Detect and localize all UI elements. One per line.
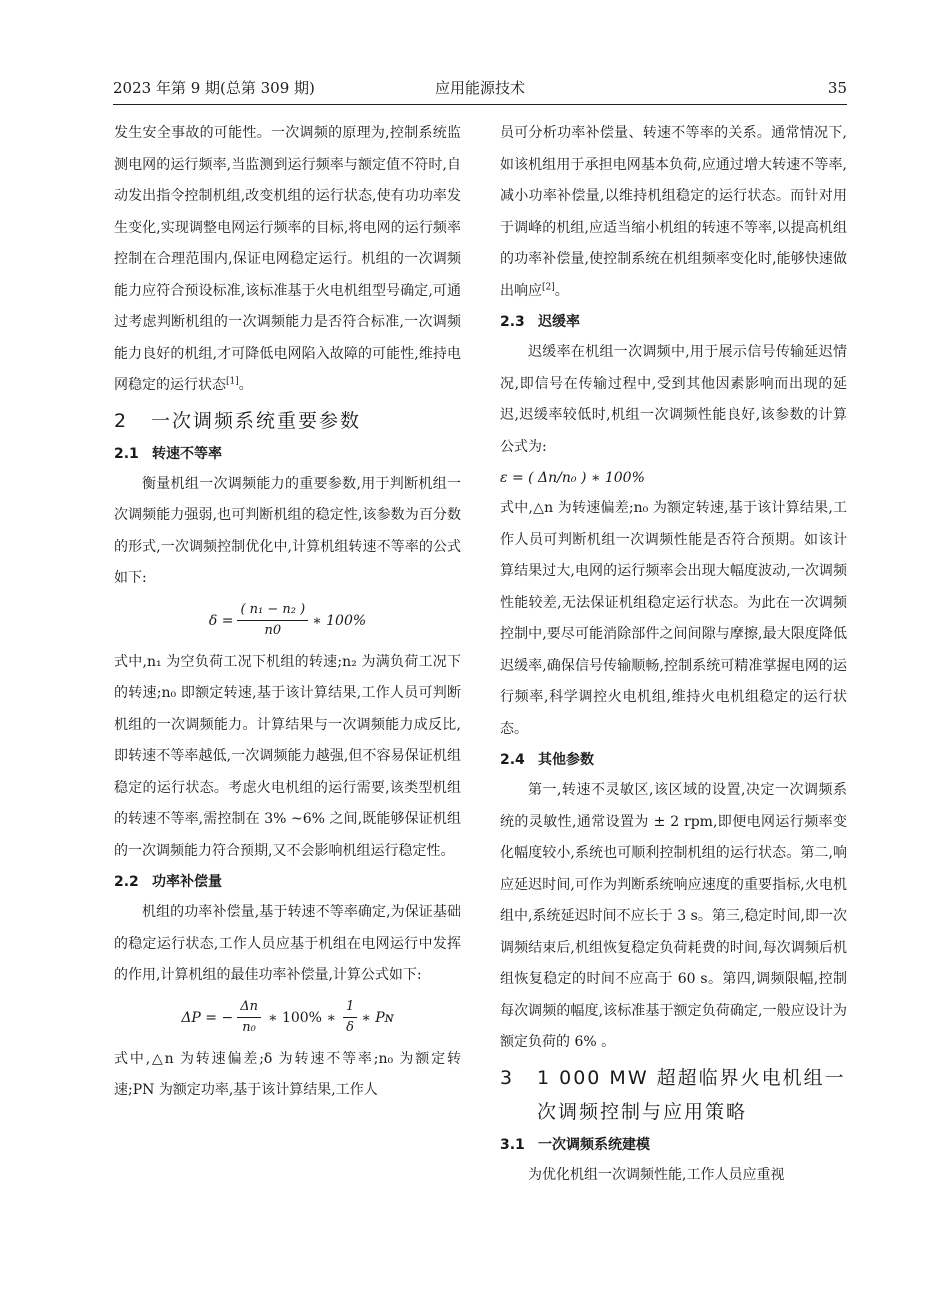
paragraph-2-1-b: 式中,n₁ 为空负荷工况下机组的转速;n₂ 为满负荷工况下的转速;n₀ 即额定转速,基于该计算结果,工作人员可判断机组的一次调频能力。计算结果与一次调频能力成反比,即转速不等率越低,一次调频能力越强,但不容易保证机组稳定的运行状态。考虑火电机组的运行需要,该类型机组的转速不等率,需控制在 3% ~6% 之间,既能够保证机组的一次调频能力符合预期,又不会影响机组运行稳定性。 (114, 653, 461, 859)
subsection-2-3-title: 迟缓率 (538, 314, 580, 330)
section-2-number: 2 (114, 409, 127, 432)
paragraph-2-4: 第一,转速不灵敏区,该区域的设置,决定一次调频系统的灵敏性,通常设置为 ± 2 rpm,即便电网运行频率变化幅度较小,系统也可顺利控制机组的运行状态。第二,响应延迟时间,可作为判断系统响应速度的重要指标,火电机组中,系统延迟时间不应长于 3 s。第三,稳定时间,即一次调频结束后,机组恢复稳定负荷耗费的时间,每次调频后机组恢复稳定的时间不应高于 60 s。第四,调频限幅,控制每次调频的幅度,该标准基于额定负荷确定,一般应设计为额定负荷的 6% 。 (500, 782, 847, 1050)
formula-2-denominator-1: n₀ (242, 1020, 256, 1035)
subsection-2-2-number: 2.2 (114, 874, 139, 890)
formula-2-fraction-1 (237, 997, 261, 1038)
intro-paragraph (114, 118, 461, 402)
section-3-number: 3 (500, 1066, 513, 1089)
page-number: 35 (827, 79, 847, 97)
subsection-3-1-title: 一次调频系统建模 (538, 1136, 650, 1153)
paragraph-2-2-b: 式中,△n 为转速偏差;δ 为转速不等率;n₀ 为额定转速;PN 为额定功率,基于该计算结果,工作人 (114, 1050, 461, 1098)
intro-paragraph-text: 发生安全事故的可能性。一次调频的原理为,控制系统监测电网的运行频率,当监测到运行频率与额定值不符时,自动发出指令控制机组,改变机组的运行状态,使有功功率发生变化,实现调整电网运行频率的目标,将电网的运行频率控制在合理范围内,保证电网稳定运行。机组的一次调频能力应符合预设标准,该标准基于火电机组型号确定,可通过考虑判断机组的一次调频能力是否符合标准,一次调频能力良好的机组,才可降低电网陷入故障的可能性,维持电网稳定的运行状态 (114, 125, 461, 393)
formula-1-numerator: ( n₁ − n₂ ) (237, 600, 308, 621)
formula-1-tail: ∗ 100% (312, 612, 367, 629)
subsection-3-1-heading (500, 1130, 847, 1160)
formula-1-denominator: n0 (264, 623, 282, 638)
subsection-3-1-number: 3.1 (500, 1136, 525, 1153)
formula-2-numerator-1: Δn (237, 997, 261, 1018)
left-column (114, 118, 461, 1107)
subsection-2-3-number: 2.3 (500, 314, 525, 330)
paragraph-2-3-b: 式中,△n 为转速偏差;n₀ 为额定转速,基于该计算结果,工作人员可判断机组一次调频性能是否符合预期。如该计算结果过大,电网的运行频率会出现大幅度波动,一次调频性能较差,无法保证机组稳定运行状态。为此在一次调频控制中,要尽可能消除部件之间间隙与摩擦,最大限度降低迟缓率,确保信号传输顺畅,控制系统可精准掌握电网的运行频率,科学调控火电机组,维持火电机组稳定的运行状态。 (500, 500, 847, 737)
paragraph-3-1: 为优化机组一次调频性能,工作人员应重视 (528, 1166, 785, 1183)
subsection-2-4-heading (500, 745, 847, 775)
formula-hysteresis: ε = ( Δn/n₀ ) ∗ 100% (500, 470, 645, 486)
intro-paragraph-end: 。 (238, 377, 253, 393)
citation-2: [2] (542, 281, 555, 292)
citation-1: [1] (226, 376, 239, 387)
paragraph-2-2-c-text: 员可分析功率补偿量、转速不等率的关系。通常情况下,如该机组用于承担电网基本负荷,应通过增大转速不等率,减小功率补偿量,以维持机组稳定的运行状态。而针对用于调峰的机组,应适当缩小机组的转速不等率,以提高机组的功率补偿量,使控制系统在机组频率变化时,能够快速做出响应 (500, 125, 847, 299)
paragraph-2-2-c-end: 。 (554, 282, 569, 299)
formula-speed-droop (114, 595, 461, 647)
subsection-2-2-heading (114, 867, 461, 897)
section-3-title: 1 000 MW 超超临界火电机组一次调频控制与应用策略 (537, 1066, 846, 1123)
subsection-2-1-title: 转速不等率 (152, 445, 222, 462)
formula-1-lhs: δ = (208, 612, 234, 629)
right-column (500, 118, 847, 1191)
formula-power-compensation (114, 992, 461, 1044)
formula-2-fraction-2 (343, 997, 357, 1038)
section-2-heading (114, 404, 461, 438)
journal-name: 应用能源技术 (434, 79, 525, 97)
running-header (113, 78, 847, 105)
subsection-2-4-number: 2.4 (500, 752, 525, 768)
formula-2-denominator-2: δ (346, 1020, 354, 1035)
subsection-2-2-title: 功率补偿量 (152, 874, 222, 890)
subsection-2-4-title: 其他参数 (538, 752, 594, 768)
subsection-2-3-heading (500, 307, 847, 337)
formula-2-numerator-2: 1 (343, 997, 357, 1018)
formula-1-fraction (237, 600, 308, 641)
issue-info: 2023 年第 9 期(总第 309 期) (113, 79, 315, 97)
formula-2-tail: ∗ Pɴ (361, 1009, 394, 1026)
formula-2-lhs: ΔP = − (181, 1009, 234, 1026)
paragraph-2-3-a: 迟缓率在机组一次调频中,用于展示信号传输延迟情况,即信号在传输过程中,受到其他因素影响而出现的延迟,迟缓率较低时,机组一次调频性能良好,该参数的计算公式为: (500, 344, 847, 455)
section-2-title: 一次调频系统重要参数 (151, 409, 362, 432)
section-3-heading (500, 1061, 847, 1129)
formula-2-middle: ∗ 100% ∗ (267, 1009, 336, 1026)
paragraph-2-2-c (500, 118, 847, 307)
paragraph-2-2-a: 机组的功率补偿量,基于转速不等率确定,为保证基础的稳定运行状态,工作人员应基于机组在电网运行中发挥的作用,计算机组的最佳功率补偿量,计算公式如下: (114, 904, 461, 983)
subsection-2-1-number: 2.1 (114, 445, 139, 462)
paragraph-2-1-a: 衡量机组一次调频能力的重要参数,用于判断机组一次调频能力强弱,也可判断机组的稳定性,该参数为百分数的形式,一次调频控制优化中,计算机组转速不等率的公式如下: (114, 475, 461, 586)
subsection-2-1-heading (114, 439, 461, 469)
